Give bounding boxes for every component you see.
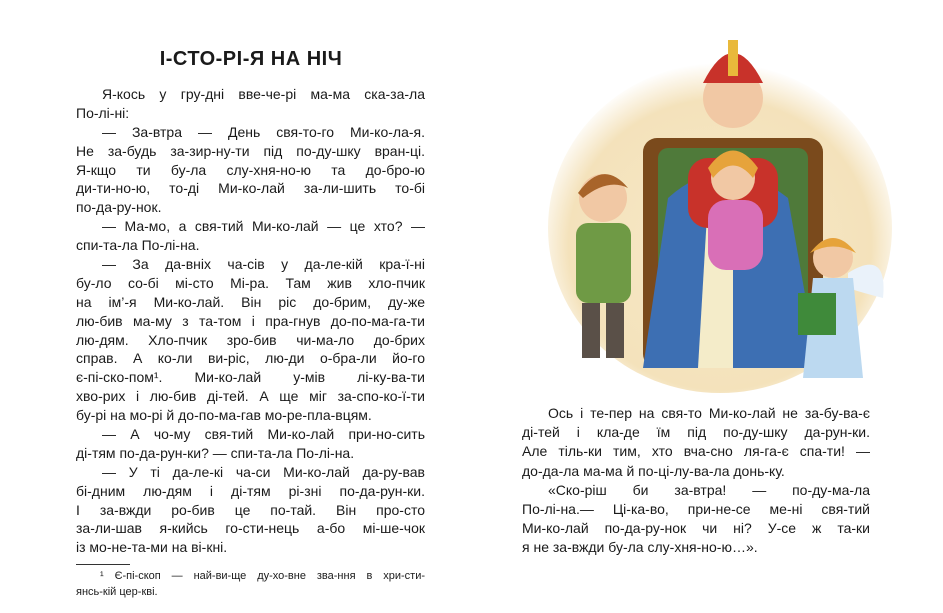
text-line: Не за-будь за-зир-ну-ти під по-ду-шку вран-ці. — [76, 142, 425, 159]
text-line: лю-дям. Хло-пчик зро-бив чи-ма-ло до-брих — [76, 331, 425, 348]
story-title: І-СТО-РІ-Я НА НІЧ — [159, 48, 343, 70]
text-line: до-да-ла ма-ма й по-ці-лу-ва-ла донь-ку. — [522, 462, 785, 479]
text-line: бу-ло со-бі мі-сто Мі-ра. Там жив хло-пчик — [76, 274, 425, 291]
text-line: є-пі-ско-пом¹. Ми-ко-лай у-мів лі-ку-ва-ти — [76, 369, 425, 386]
right-text-column — [522, 404, 870, 558]
text-line: — За-втра — День свя-то-го Ми-ко-ла-я. — [102, 123, 425, 140]
text-line: Я-кось у гру-дні вве-че-рі ма-ма ска-за-ла — [102, 86, 425, 102]
girl-dress — [708, 200, 763, 270]
text-line: по-да-ру-нок. — [76, 199, 162, 216]
footnote-divider — [76, 564, 130, 565]
text-line: — А чо-му свя-тий Ми-ко-лай при-но-сить — [102, 426, 425, 443]
text-line: По-лі-на.— Ці-ка-во, при-не-се ме-ні свя-тий — [522, 500, 870, 517]
text-line: «Ско-ріш би за-втра! — по-ду-ма-ла — [548, 481, 870, 498]
text-line: бу-рі на мо-рі й до-по-ма-гав мо-ре-пла-вцям. — [76, 407, 372, 424]
text-line: ді-тей і кла-де їм під по-ду-шку да-рун-ки. — [522, 424, 870, 441]
text-line: на ім’-я Ми-ко-лай. Він ріс до-брим, ду-же — [76, 293, 425, 310]
text-line: ¹ Є-пі-скоп — най-ви-ще ду-хо-вне зва-ння в хри-сти- — [100, 570, 425, 582]
text-line: я не за-вжди бу-ла слу-хня-но-ю…». — [522, 539, 758, 556]
text-line: за-ли-шав я-кийсь го-сти-нець а-бо мі-ше-чок — [76, 520, 425, 537]
text-line: ди-ти-но-ю, то-ді Ми-ко-лай за-ли-шить то-бі — [76, 180, 425, 197]
boy-shirt — [576, 223, 631, 303]
text-line: справ. А ко-ли ви-ріс, лю-ди о-бра-ли йо-го — [76, 350, 425, 367]
text-line: лю-бив ма-му з та-том і пра-гнув до-по-ма-га-ти — [76, 312, 425, 329]
text-line: І за-вжди ро-бив це по-тай. Він про-сто — [76, 501, 425, 518]
text-line: янсь-кій цер-кві. — [76, 586, 158, 598]
text-line: Я-кщо ти бу-ла слу-хня-но-ю та до-бро-ю — [76, 161, 425, 178]
text-line: хво-рих і лю-бив ді-тей. А ще міг за-спо-ко-ї-ти — [76, 388, 425, 405]
text-line: Ось і те-пер на свя-то Ми-ко-лай не за-бу-ва-є — [548, 405, 870, 421]
text-line: — Ма-мо, а свя-тий Ми-ко-лай — це хто? — — [102, 218, 425, 235]
text-line: Ми-ко-лай по-да-ру-нок чи ні? У-се ж та-ки — [522, 520, 870, 537]
angel-book — [798, 293, 836, 335]
text-line: бі-дним лю-дям і ді-тям рі-зні по-да-рун-ки. — [76, 482, 425, 499]
text-line: По-лі-ні: — [76, 104, 130, 121]
text-line: Але тіль-ки тим, хто вча-сно ля-га-є спа-ти! — — [522, 443, 870, 460]
text-line: спи-та-ла По-лі-на. — [76, 237, 200, 254]
st-nicholas-illustration — [548, 28, 893, 393]
left-text-column — [76, 85, 425, 557]
text-line: — За да-вніх ча-сів у да-ле-кій кра-ї-ні — [102, 256, 425, 273]
text-line: ді-тям по-да-рун-ки? — спи-та-ла По-лі-на. — [76, 444, 355, 461]
text-line: — У ті да-ле-кі ча-си Ми-ко-лай да-ру-вав — [102, 463, 425, 480]
text-line: із мо-не-та-ми на ві-кні. — [76, 539, 228, 556]
footnote — [76, 568, 425, 600]
